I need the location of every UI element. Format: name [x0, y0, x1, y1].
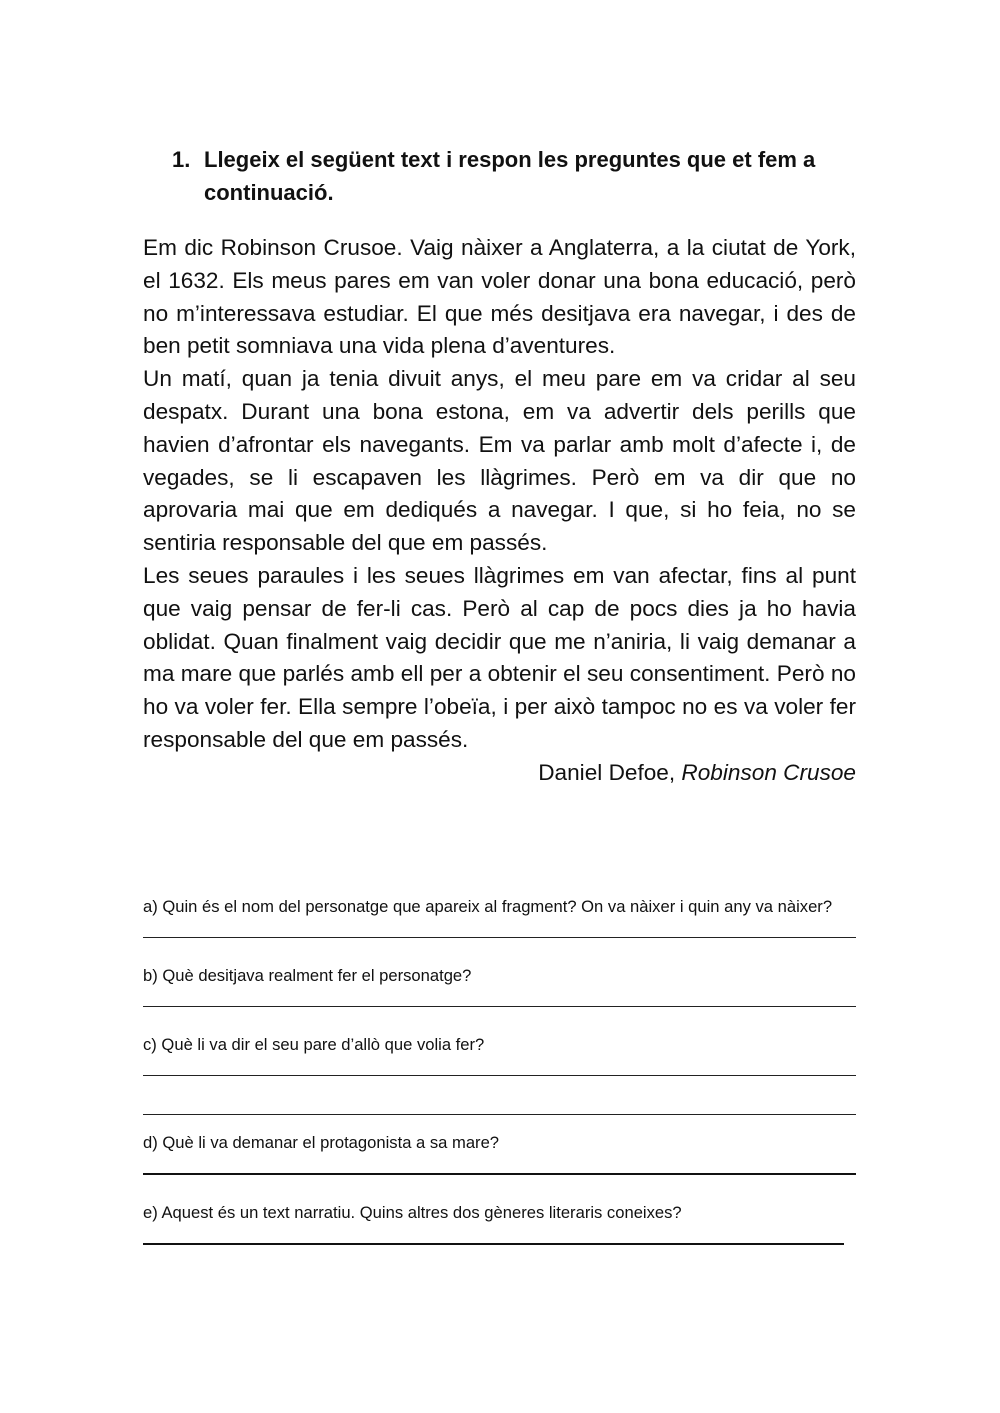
reading-passage	[143, 232, 856, 790]
answer-line-e[interactable]	[143, 1243, 844, 1245]
passage-paragraph-1: Em dic Robinson Crusoe. Vaig nàixer a Anglaterra, a la ciutat de York, el 1632. Els meus pares em van voler donar una bona educació, però no m’interessava estudiar. El que més desitjava era navegar, i des de ben petit somniava una vida plena d’aventures.	[143, 235, 856, 359]
answer-line-a[interactable]	[143, 937, 856, 938]
question-e: e) Aquest és un text narratiu. Quins altres dos gèneres literaris coneixes?	[143, 1203, 682, 1222]
question-b: b) Què desitjava realment fer el personatge?	[143, 966, 472, 985]
question-c: c) Què li va dir el seu pare d’allò que volia fer?	[143, 1035, 485, 1054]
exercise-number: 1.	[172, 147, 191, 172]
questions-section	[143, 895, 856, 1245]
exercise-instruction: Llegeix el següent text i respon les preguntes que et fem a continuació.	[204, 147, 816, 205]
answer-line-d[interactable]	[143, 1173, 856, 1175]
question-d: d) Què li va demanar el protagonista a sa mare?	[143, 1133, 500, 1152]
attribution-author: Daniel Defoe,	[538, 759, 682, 785]
answer-line-c-2[interactable]	[143, 1114, 856, 1115]
exercise-heading	[172, 143, 856, 209]
answer-line-c-1[interactable]	[143, 1075, 856, 1076]
question-a: a) Quin és el nom del personatge que apareix al fragment? On va nàixer i quin any va nàixer?	[143, 897, 833, 916]
worksheet-page	[143, 0, 856, 1413]
passage-paragraph-3: Les seues paraules i les seues llàgrimes em van afectar, fins al punt que vaig pensar de fer-li cas. Però al cap de pocs dies ja ho havia oblidat. Quan finalment vaig decidir que me n’aniria, li vaig demanar a ma mare que parlés amb ell per a obtenir el seu consentiment. Però no ho va voler fer. Ella sempre l’obeïa, i per això tampoc no es va voler fer responsable del que em passés.	[143, 562, 856, 752]
passage-attribution	[143, 757, 856, 790]
attribution-book-title: Robinson Crusoe	[681, 759, 856, 785]
answer-line-b[interactable]	[143, 1006, 856, 1007]
passage-paragraph-2: Un matí, quan ja tenia divuit anys, el meu pare em va cridar al seu despatx. Durant una bona estona, em va advertir dels perills que havien d’afrontar els navegants. Em va parlar amb molt d’afecte i, de vegades, se li escapaven les llàgrimes. Però em va dir que no aprovaria mai que em dediqués a navegar. I que, si ho feia, no se sentiria responsable del que em passés.	[143, 366, 856, 556]
